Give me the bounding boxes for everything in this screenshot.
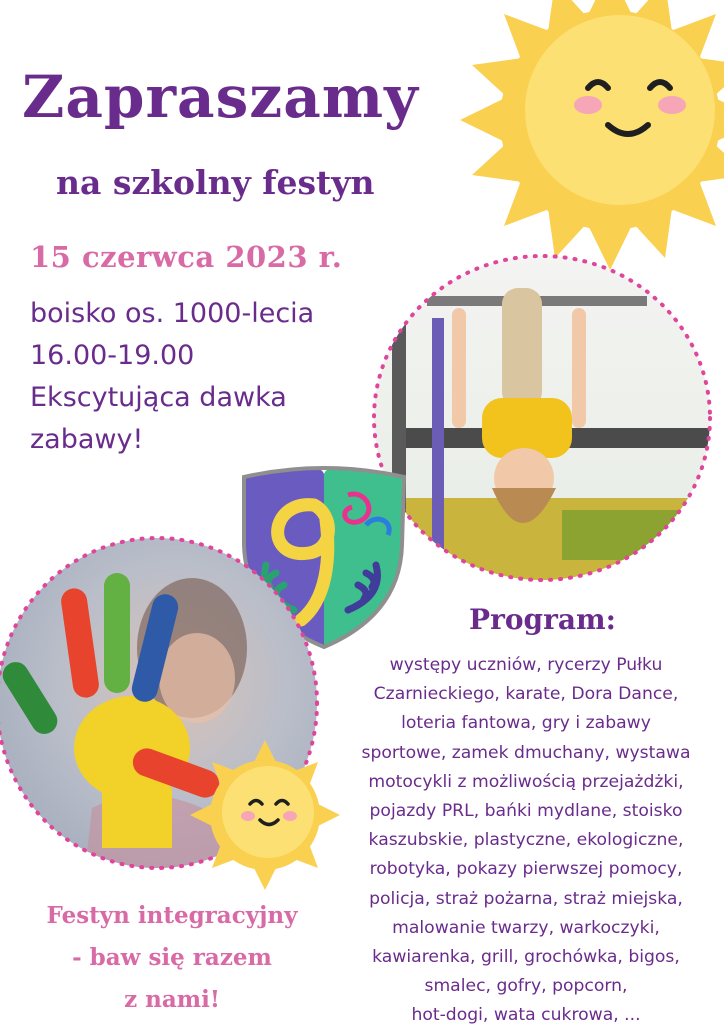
event-tagline-2: zabawy! bbox=[30, 424, 144, 455]
program-heading: Program: bbox=[469, 603, 616, 636]
page-subtitle: na szkolny festyn bbox=[56, 163, 375, 202]
note-line: Festyn integracyjny bbox=[46, 902, 298, 929]
note-line: - baw się razem bbox=[72, 944, 272, 971]
program-line: motocykli z możliwością przejażdżki, bbox=[368, 771, 684, 792]
event-time: 16.00-19.00 bbox=[30, 340, 195, 371]
program-line: pojazdy PRL, bańki mydlane, stoisko bbox=[369, 801, 683, 822]
program-line: kaszubskie, plastyczne, ekologiczne, bbox=[368, 830, 684, 851]
program-line: występy uczniów, rycerzy Pułku bbox=[389, 655, 663, 675]
program-line: hot-dogi, wata cukrowa, ... bbox=[411, 1005, 641, 1026]
program-line: robotyka, pokazy pierwszej pomocy, bbox=[369, 859, 683, 880]
page-title: Zapraszamy bbox=[22, 63, 419, 131]
program-line: loteria fantowa, gry i zabawy bbox=[401, 713, 651, 734]
integration-note bbox=[22, 895, 322, 1021]
event-date: 15 czerwca 2023 r. bbox=[30, 240, 343, 274]
event-location: boisko os. 1000-lecia bbox=[30, 298, 315, 329]
program-line: malowanie twarzy, warkoczyki, bbox=[392, 917, 660, 938]
smiling-sun-small-icon bbox=[190, 740, 340, 890]
event-tagline-1: Ekscytująca dawka bbox=[30, 382, 287, 413]
program-list bbox=[340, 651, 712, 1031]
note-line: z nami! bbox=[124, 986, 220, 1013]
smiling-sun-large-icon bbox=[460, 0, 724, 270]
event-details bbox=[30, 293, 390, 461]
program-line: smalec, gofry, popcorn, bbox=[424, 976, 628, 997]
program-line: policja, straż pożarna, straż miejska, bbox=[369, 888, 683, 909]
program-line: sportowe, zamek dmuchany, wystawa bbox=[361, 742, 691, 763]
program-line: kawiarenka, grill, grochówka, bigos, bbox=[372, 947, 680, 968]
program-line: Czarnieckiego, karate, Dora Dance, bbox=[373, 684, 679, 705]
